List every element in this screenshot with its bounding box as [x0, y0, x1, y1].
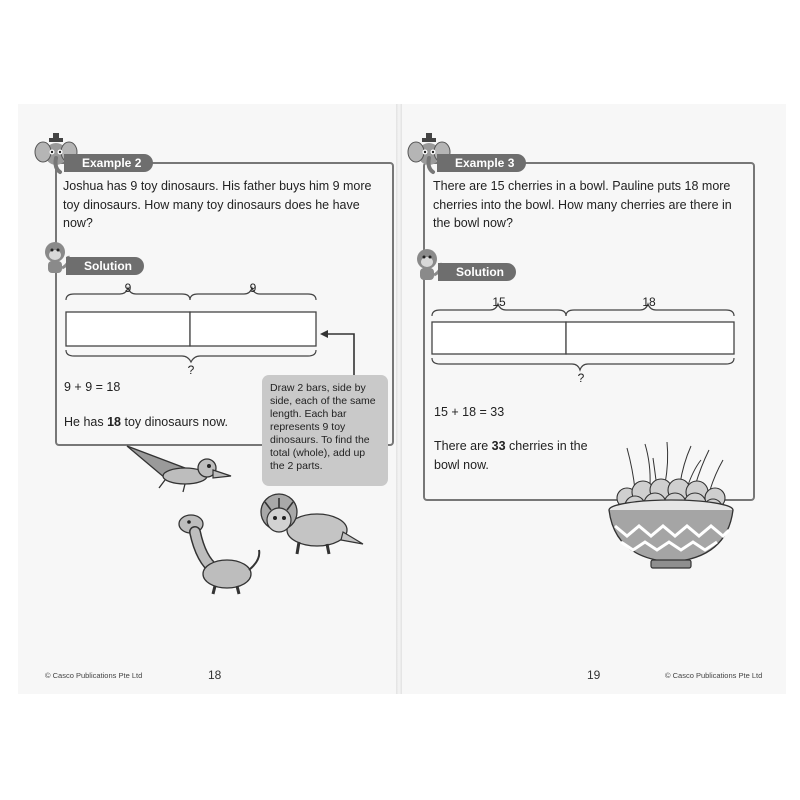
equation-right: 15 + 18 = 33 [434, 405, 505, 419]
hint-arrow [318, 330, 358, 380]
footer-copyright-right: © Casco Publications Pte Ltd [665, 671, 763, 680]
answer-right: There are 33 cherries in the bowl now. [434, 439, 588, 472]
book-spine [396, 104, 402, 694]
total-label: ? [187, 363, 195, 377]
bar-part-2 [190, 312, 316, 346]
total-label: ? [577, 371, 585, 385]
bar-label-1: 15 [492, 295, 506, 309]
solution-label-left: Solution [66, 257, 144, 275]
pterodactyl-illustration [125, 440, 235, 500]
answer-left: He has 18 toy dinosaurs now. [64, 415, 229, 429]
example-3-question: There are 15 cherries in a bowl. Pauline puts 18 more cherries into the bowl. How many cherries are there in the bowl now? [433, 179, 732, 230]
bar-model-right [428, 294, 748, 386]
bar-label-1: 9 [124, 282, 132, 295]
bar-part-2 [566, 322, 734, 354]
brachiosaurus-illustration [175, 510, 265, 595]
brace-total [432, 358, 734, 370]
hint-box: Draw 2 bars, side by side, each of the same length. Each bar represents 9 toy dinosaurs. To find the total (whole), add up the 2 parts. [262, 375, 388, 486]
bar-label-2: 9 [249, 282, 257, 295]
bar-label-2: 18 [642, 295, 656, 309]
solution-label-right: Solution [438, 263, 516, 281]
page-number-left: 18 [208, 668, 222, 682]
bar-model-left [60, 282, 360, 377]
triceratops-illustration [255, 488, 365, 558]
example-2-label: Example 2 [64, 154, 153, 172]
bar-part-1 [432, 322, 566, 354]
page-number-right: 19 [587, 668, 601, 682]
bar-part-1 [66, 312, 190, 346]
brace-total [66, 350, 316, 362]
example-2-question: Joshua has 9 toy dinosaurs. His father buys him 9 more toy dinosaurs. How many toy dinosaurs does he have now? [63, 179, 372, 230]
equation-left: 9 + 9 = 18 [64, 380, 121, 394]
example-3-label: Example 3 [437, 154, 526, 172]
cherry-bowl-illustration [605, 440, 740, 575]
footer-copyright-left: © Casco Publications Pte Ltd [45, 671, 143, 680]
